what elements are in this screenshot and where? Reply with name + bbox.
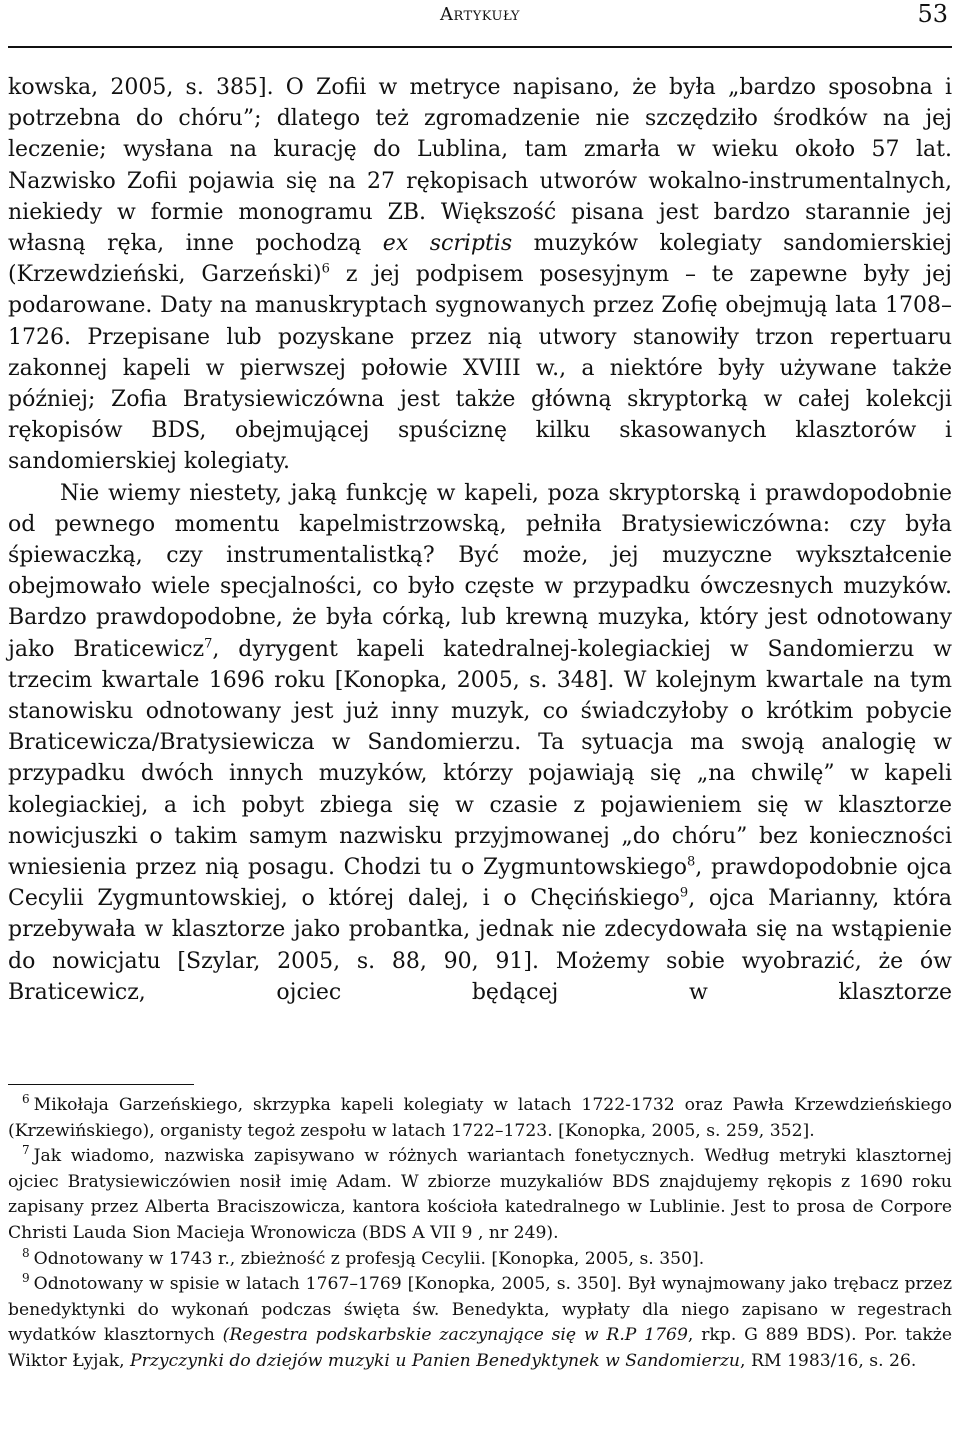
footnote-text: Odnotowany w 1743 r., zbieżność z profesją Cecylii. [Konopka, 2005, s. 350]. (33, 1248, 705, 1269)
footnote-9 (8, 1272, 952, 1374)
p2-text-d: , ojca Marianny, która przebywała w klasztorze jako probantka, jednak nie zdecydowała się na wstąpienie do nowicjatu [Szylar, 2005, s. 88, 90, 91]. Możemy sobie wyobrazić, że ów Braticewicz, ojciec będącej w klasztorze (8, 886, 952, 1005)
page-header (8, 0, 952, 48)
footnote-italic-regestra: (Regestra podskarbskie zaczynające się w R.P 1769 (222, 1325, 688, 1346)
p1-text-b: muzyków kolegiaty sandomierskiej (Krzewdzieński, Garzeński) (8, 231, 952, 288)
paragraph-1 (8, 72, 952, 478)
p2-text-a: Nie wiemy niestety, jaką funkcję w kapeli, poza skryptorską i prawdopodobnie od pewnego momentu kapelmistrzowską, pełniła Bratysiewiczówna: czy była śpiewaczką, czy instrumentalistką? Być może, jej muzyczne wykształcenie obejmowało wiele specjalności, co było częste w przypadku ówczesnych muzyków. Bardzo prawdopodobne, że była córką, lub krewną muzyka, który jest odnotowany jako Braticewicz (8, 480, 952, 662)
footnote-ref-6[interactable]: 6 (321, 261, 330, 277)
footnote-text: Mikołaja Garzeńskiego, skrzypka kapeli kolegiaty w latach 1722-1732 oraz Pawła Krzewdzieńskiego (Krzewińskiego), organisty tegoż zespołu w latach 1722–1723. [Konopka, 2005, s. 259, 352]. (8, 1095, 952, 1141)
footnote-number: 7 (22, 1143, 30, 1158)
p1-text-a: kowska, 2005, s. 385]. O Zofii w metryce napisano, że była „bardzo sposobna i potrzebna do chóru”; dlatego też zgromadzenie nie szczędziło środków na jej leczenie; wysłana na kurację do Lublina, tam zmarła w wieku około 57 lat. Nazwisko Zofii pojawia się na 27 rękopisach utworów wokalno-instrumentalnych, niekiedy w formie monogramu ZB. Większość pisana jest bardzo starannie jej własną ręka, inne pochodzą (8, 75, 952, 257)
p2-text-b: , dyrygent kapeli katedralnej-kolegiackiej w Sandomierzu w trzecim kwartale 1696 roku [Konopka, 2005, s. 348]. W kolejnym kwartale na tym stanowisku odnotowany jest już inny muzyk, co świadczyłoby o krótkim pobycie Braticewicza/Bratysiewicza w Sandomierzu. Ta sytuacja ma swoją analogię w przypadku dwóch innych muzyków, którzy pojawiają się „na chwilę” w kapeli kolegiackiej, a ich pobyt zbiega się w czasie z pojawieniem się w klasztorze nowicjuszki o takim samym nazwisku przyjmowanej „do chóru” bez konieczności wniesienia przez nią posagu. Chodzi tu o Zygmuntowskiego (8, 636, 952, 881)
footnote-text-b: , rkp. G 889 BDS). Por. także Wiktor Łyjak, (8, 1325, 953, 1371)
main-text (8, 72, 952, 1008)
footnote-7 (8, 1144, 952, 1246)
footnote-ref-9[interactable]: 9 (679, 885, 689, 901)
p2-text-c: , prawdopodobnie ojca Cecylii Zygmuntowskiej, o której dalej, i o Chęcińskiego (8, 855, 952, 912)
footnote-6 (8, 1093, 952, 1144)
page-number: 53 (917, 0, 948, 28)
footnote-text-a: Odnotowany w spisie w latach 1767–1769 [Konopka, 2005, s. 350]. Był wynajmowany jako trębacz przez benedyktynki do wykonań podczas święta św. Benedykta, wypłaty dla niego zapisano w regestrach wydatków klasztornych (8, 1274, 952, 1346)
footnote-number: 8 (22, 1245, 30, 1260)
footnote-ref-7[interactable]: 7 (204, 636, 213, 652)
footnote-8 (8, 1247, 952, 1273)
p1-italic-ex-scriptis: ex scriptis (382, 231, 513, 257)
footnote-text: Jak wiadomo, nazwiska zapisywano w różnych wariantach fonetycznych. Według metryki klasztornej ojciec Bratysiewiczówien nosił imię Adam. W zbiorze muzykaliów BDS znajdujemy rękopis z 1690 roku zapisany przez Alberta Braciszowicza, kantora kościoła katedralnego w Lublinie. Jest to prosa de Corpore Christi Lauda Sion Macieja Wronowicza (BDS A VII 9 , nr 249). (8, 1146, 952, 1243)
footnote-number: 6 (22, 1092, 30, 1107)
paragraph-2 (8, 478, 952, 1008)
running-head: Artykuły (440, 4, 520, 25)
footnote-number: 9 (22, 1271, 30, 1286)
footnote-text-c: , RM 1983/16, s. 26. (740, 1350, 917, 1371)
footnote-italic-title: Przyczynki do dziejów muzyki u Panien Benedyktynek w Sandomierzu (130, 1350, 741, 1371)
footnote-ref-8[interactable]: 8 (686, 854, 696, 870)
p1-text-c: z jej podpisem posesyjnym – te zapewne były jej podarowane. Daty na manuskryptach sygnowanych przez Zofię obejmują lata 1708–1726. Przepisane lub pozyskane przez nią utwory stanowiły trzon repertuaru zakonnej kapeli w pierwszej połowie XVIII w., a niektóre były używane także później; Zofia Bratysiewiczówna jest także główną skryptorką w całej kolekcji rękopisów BDS, obejmującej spuściznę kilku skasowanych klasztorów i sandomierskiej kolegiaty. (8, 262, 953, 475)
footnotes (8, 1093, 952, 1375)
footnote-separator (8, 1084, 194, 1085)
